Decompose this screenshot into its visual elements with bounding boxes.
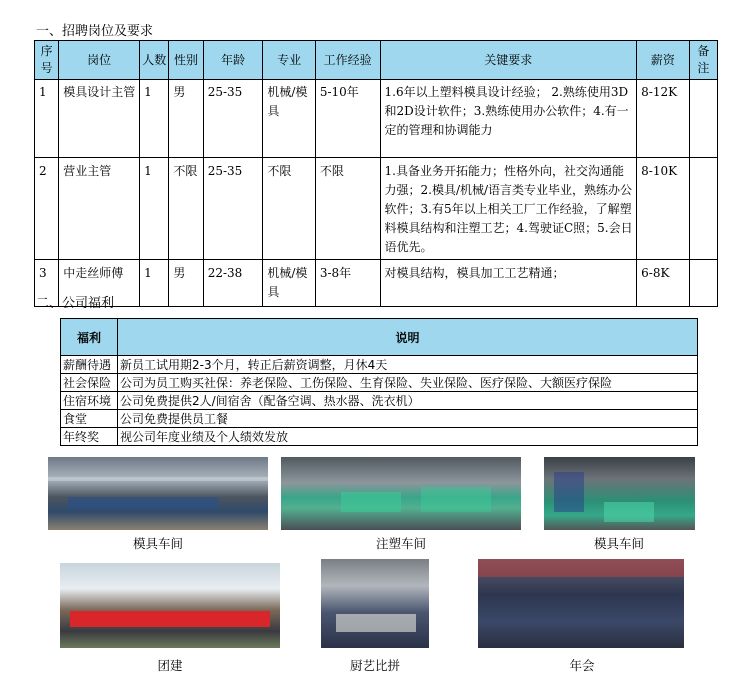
cell-salary: 6-8K — [637, 260, 690, 307]
benefit-desc: 公司免费提供2人/间宿舍（配备空调、热水器、洗衣机） — [118, 392, 698, 410]
col-requirements: 关键要求 — [380, 41, 637, 80]
cell-position: 模具设计主管 — [59, 80, 140, 158]
cell-position: 营业主管 — [59, 158, 140, 260]
benefit-item: 年终奖 — [61, 428, 118, 446]
cell-experience: 5-10年 — [315, 80, 380, 158]
cell-salary: 8-10K — [637, 158, 690, 260]
cell-age: 25-35 — [203, 80, 263, 158]
cell-gender: 男 — [169, 80, 203, 158]
cell-note — [689, 260, 717, 307]
cell-position: 中走丝师傅 — [59, 260, 140, 307]
col-experience: 工作经验 — [315, 41, 380, 80]
benefit-desc: 公司为员工购买社保：养老保险、工伤保险、生育保险、失业保险、医疗保险、大额医疗保险 — [118, 374, 698, 392]
photo-mold-workshop-1 — [48, 457, 268, 530]
section-title-jobs: 一、招聘岗位及要求 — [36, 24, 154, 39]
cell-major: 不限 — [263, 158, 316, 260]
benefit-desc: 视公司年度业绩及个人绩效发放 — [118, 428, 698, 446]
cell-experience: 不限 — [315, 158, 380, 260]
col-benefit-desc: 说明 — [118, 319, 698, 356]
benefit-item: 薪酬待遇 — [61, 356, 118, 374]
photo-team-building — [60, 563, 280, 648]
table-row — [61, 428, 698, 446]
cell-requirements: 对模具结构，模具加工工艺精通； — [380, 260, 637, 307]
section-title-benefits: 二、公司福利 — [36, 296, 115, 311]
benefit-item: 食堂 — [61, 410, 118, 428]
jobs-header-row — [35, 41, 718, 80]
caption-cooking-contest: 厨艺比拼 — [349, 658, 400, 673]
table-row — [61, 356, 698, 374]
caption-annual-party: 年会 — [569, 658, 595, 673]
cell-seq: 3 — [35, 260, 59, 307]
col-position: 岗位 — [59, 41, 140, 80]
cell-seq: 1 — [35, 80, 59, 158]
cell-count: 1 — [140, 260, 169, 307]
col-note: 备注 — [689, 41, 717, 80]
cell-count: 1 — [140, 80, 169, 158]
caption-team-building: 团建 — [157, 658, 183, 673]
cell-age: 22-38 — [203, 260, 263, 307]
table-row — [61, 410, 698, 428]
cell-salary: 8-12K — [637, 80, 690, 158]
table-row — [61, 374, 698, 392]
photo-cooking-contest — [321, 559, 429, 648]
benefit-item: 住宿环境 — [61, 392, 118, 410]
photo-mold-workshop-2 — [544, 457, 695, 530]
table-row — [35, 158, 718, 260]
col-major: 专业 — [263, 41, 316, 80]
cell-major: 机械/模具 — [263, 80, 316, 158]
cell-major: 机械/模具 — [263, 260, 316, 307]
caption-mold-workshop-1: 模具车间 — [132, 536, 183, 551]
photo-injection-workshop — [281, 457, 521, 530]
cell-note — [689, 80, 717, 158]
col-seq: 序号 — [35, 41, 59, 80]
col-age: 年龄 — [203, 41, 263, 80]
caption-mold-workshop-2: 模具车间 — [593, 536, 644, 551]
benefit-desc: 新员工试用期2-3个月，转正后薪资调整，月休4天 — [118, 356, 698, 374]
cell-requirements: 1.6年以上塑料模具设计经验； 2.熟练使用3D和2D设计软件；3.熟练使用办公软件；4.有一定的管理和协调能力 — [380, 80, 637, 158]
cell-seq: 2 — [35, 158, 59, 260]
col-gender: 性别 — [169, 41, 203, 80]
table-row — [35, 260, 718, 307]
benefit-item: 社会保险 — [61, 374, 118, 392]
cell-gender: 男 — [169, 260, 203, 307]
cell-experience: 3-8年 — [315, 260, 380, 307]
cell-age: 25-35 — [203, 158, 263, 260]
col-count: 人数 — [140, 41, 169, 80]
table-row — [61, 392, 698, 410]
col-salary: 薪资 — [637, 41, 690, 80]
benefits-header-row — [61, 319, 698, 356]
jobs-table — [34, 40, 718, 307]
team-banner — [70, 611, 270, 627]
caption-injection-workshop: 注塑车间 — [375, 536, 426, 551]
photo-annual-party — [478, 559, 684, 648]
cell-count: 1 — [140, 158, 169, 260]
benefit-desc: 公司免费提供员工餐 — [118, 410, 698, 428]
cell-requirements: 1.具备业务开拓能力；性格外向，社交沟通能力强；2.模具/机械/语言类专业毕业，熟练办公软件；3.有5年以上相关工厂工作经验，了解塑料模具结构和注塑工艺；4.驾驶证C照；5.会日语优先。 — [380, 158, 637, 260]
cell-note — [689, 158, 717, 260]
table-row — [35, 80, 718, 158]
benefits-table — [60, 318, 698, 446]
col-benefit-item: 福利 — [61, 319, 118, 356]
cell-gender: 不限 — [169, 158, 203, 260]
